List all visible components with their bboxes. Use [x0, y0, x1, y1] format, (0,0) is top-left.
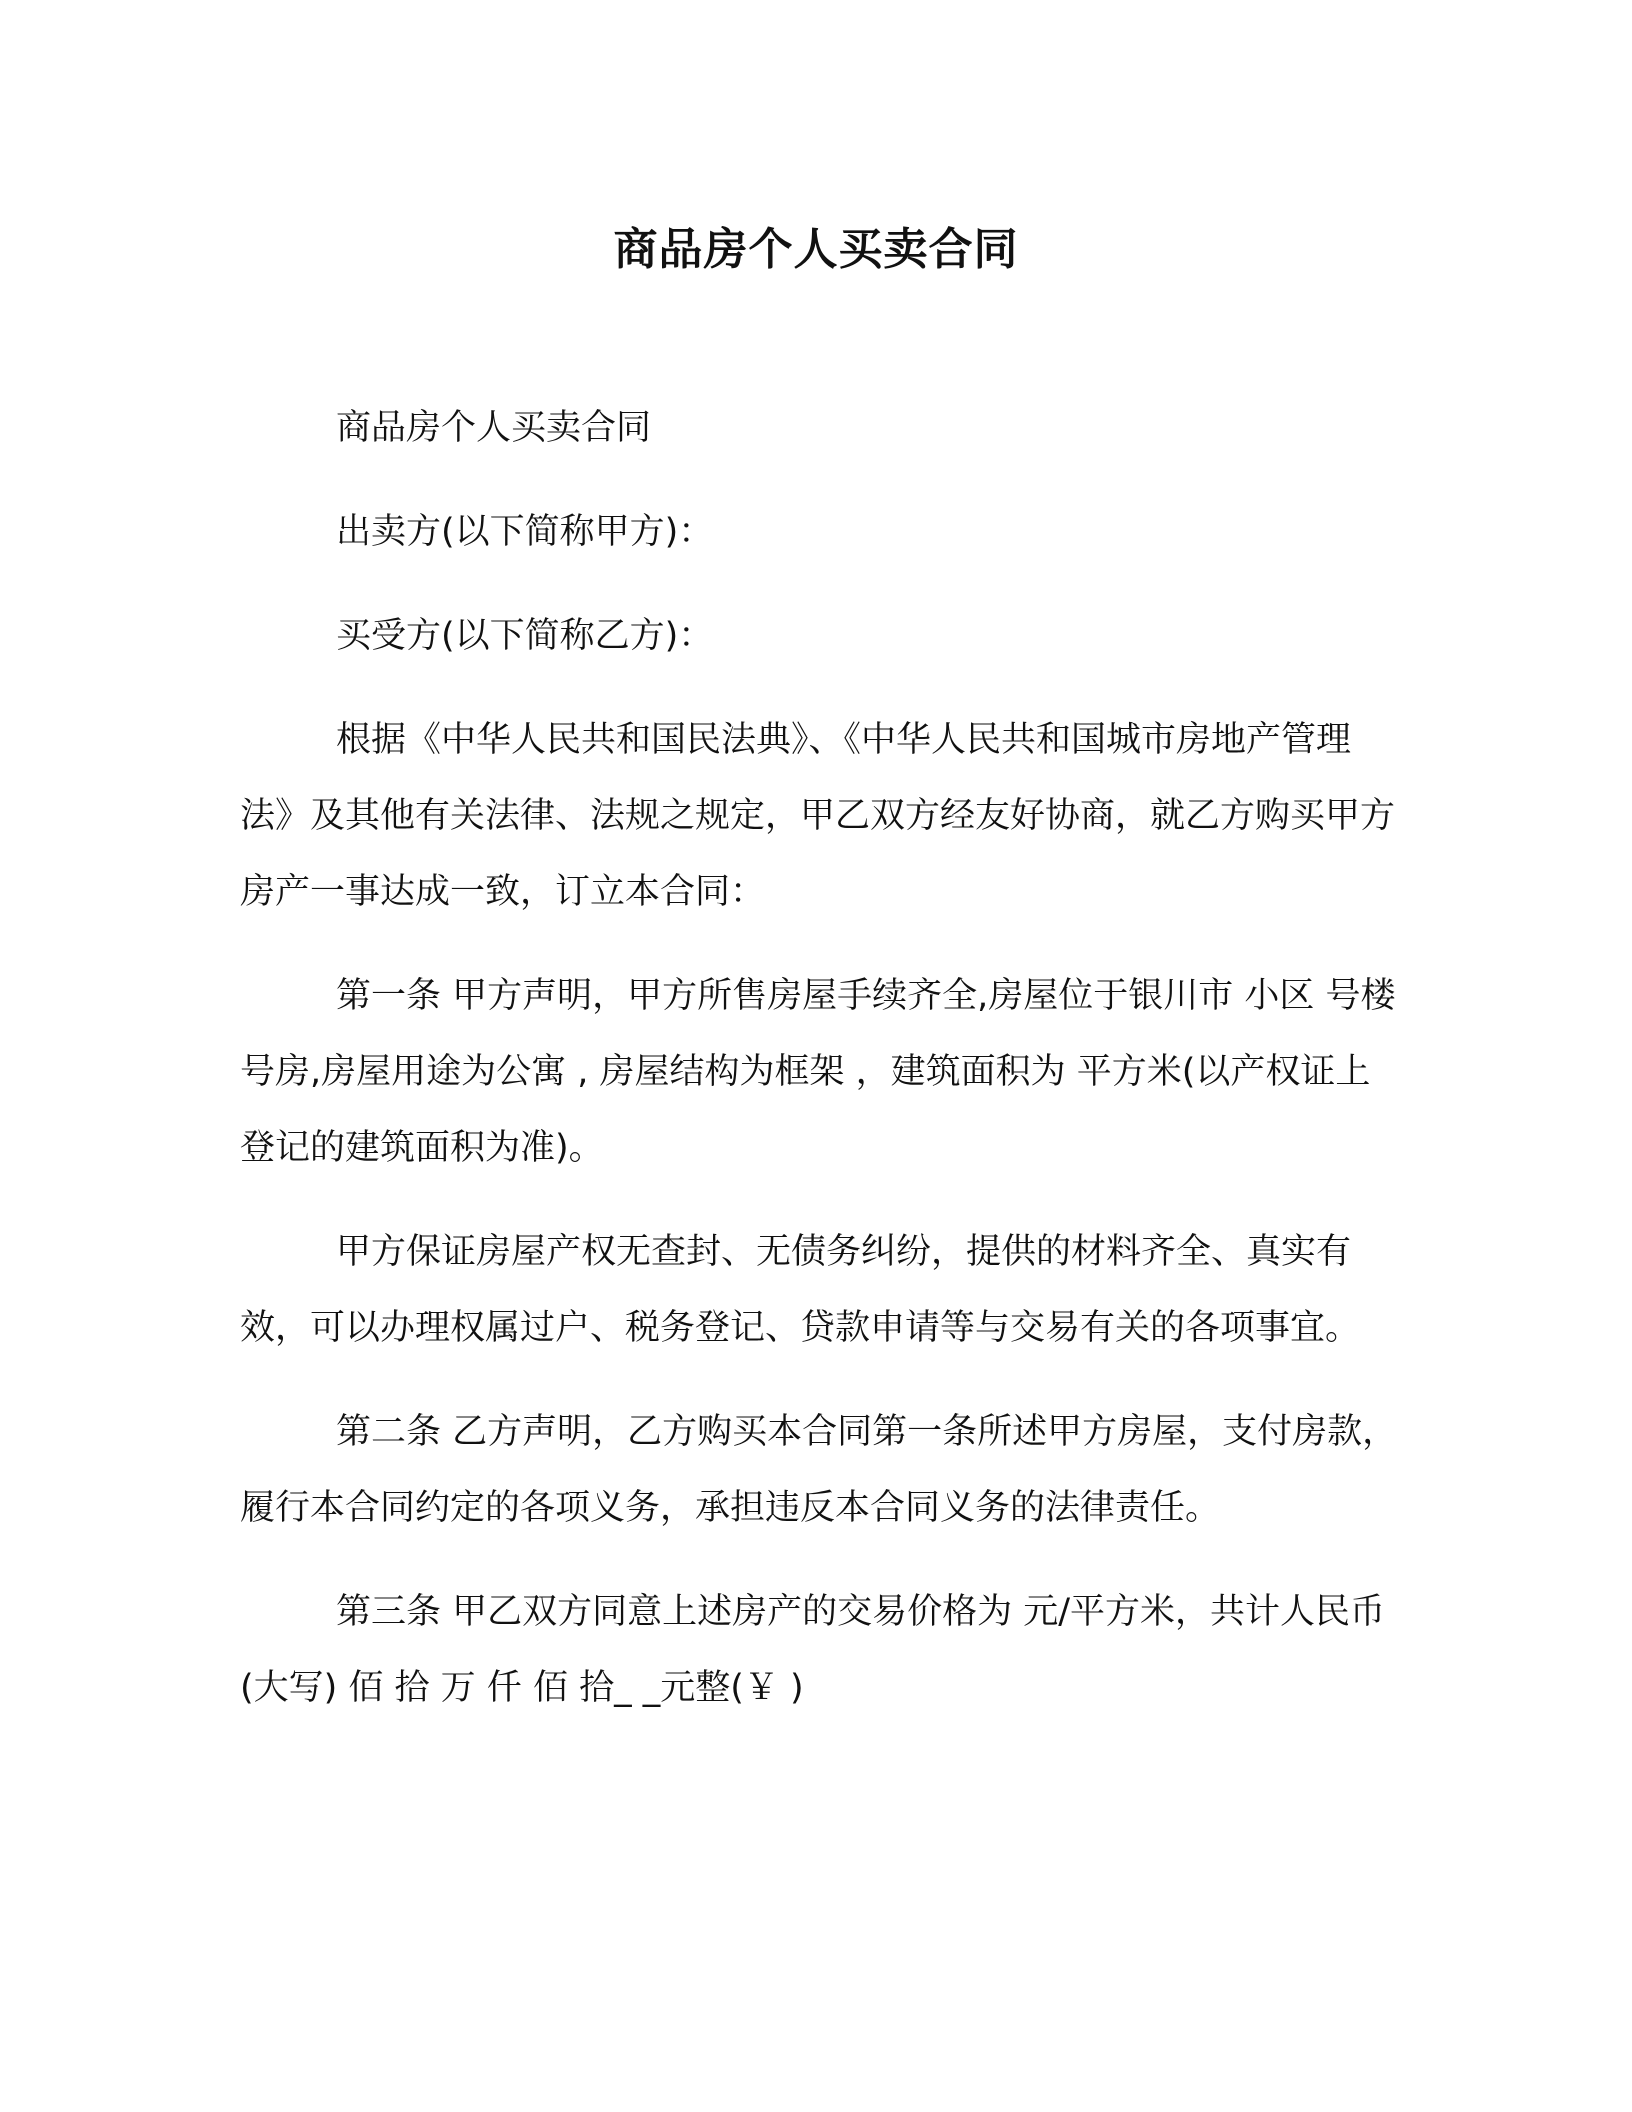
document-title: 商品房个人买卖合同 — [613, 224, 1019, 275]
paragraph-article-2: 第二条 乙方声明，乙方购买本合同第一条所述甲方房屋，支付房款，履行本合同约定的各项义务，承担违反本合同义务的法律责任。 — [240, 1412, 1398, 1528]
paragraph-seller: 出卖方(以下简称甲方)： — [336, 512, 714, 552]
paragraph-buyer: 买受方(以下简称乙方)： — [336, 616, 714, 656]
paragraph-heading: 商品房个人买卖合同 — [336, 408, 652, 448]
paragraph-basis: 根据《中华人民共和国民法典》、《中华人民共和国城市房地产管理法》及其他有关法律、法规之规定，甲乙双方经友好协商，就乙方购买甲方房产一事达成一致，订立本合同： — [240, 720, 1396, 912]
document-body — [240, 390, 1400, 1754]
paragraph-article-1: 第一条 甲方声明，甲方所售房屋手续齐全,房屋位于银川市 小区 号楼 号房,房屋用途为公寓 , 房屋结构为框架 ，建筑面积为 平方米(以产权证上登记的建筑面积为准)。 — [240, 976, 1396, 1168]
paragraph-article-3: 第三条 甲乙双方同意上述房产的交易价格为 元/平方米，共计人民币(大写) 佰 拾 万 仟 佰 拾_ _元整(￥ ) — [240, 1592, 1386, 1708]
paragraph-seller-guarantee: 甲方保证房屋产权无查封、无债务纠纷，提供的材料齐全、真实有效，可以办理权属过户、税务登记、贷款申请等与交易有关的各项事宜。 — [240, 1232, 1361, 1348]
